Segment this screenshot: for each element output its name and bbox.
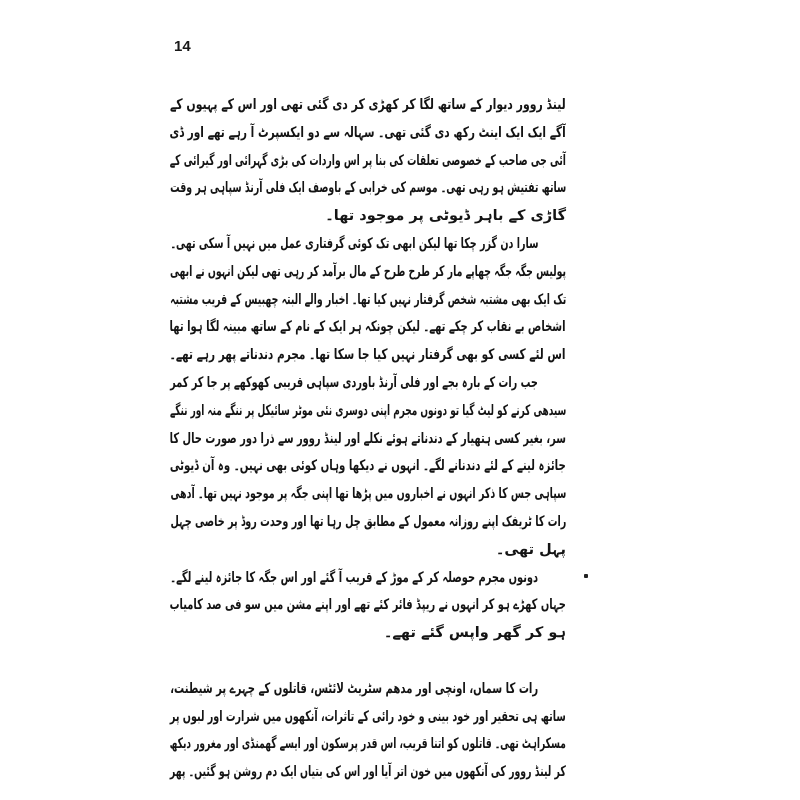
text-line: مسکراہٹ تھی۔ قاتلوں کو اتنا قریب، اس قدر پرسکون اور ایسے گھمنڈی اور مغرور دیکھ <box>169 736 566 753</box>
text-line: لینڈ روور دیوار کے ساتھ لگا کر کھڑی کر دی گئی تھی اور اس کے پہیوں کے <box>170 97 566 113</box>
text-line: پہل تھی۔ <box>495 541 566 558</box>
text-line: گاڑی کے باہر ڈیوٹی پر موجود تھا۔ <box>325 208 566 225</box>
page-number: 14 <box>174 38 191 55</box>
text-line: اشخاص بے نقاب کر چکے تھے۔ لیکن چونکہ ہر ایک کے نام کے ساتھ مبینہ لگا ہوا تھا <box>170 319 566 336</box>
text-line: آگے ایک ایک اینٹ رکھ دی گئی تھی۔ سہالہ سے دو ایکسپرٹ آ رہے تھے اور ڈی <box>169 124 566 141</box>
urdu-text-body <box>170 92 566 787</box>
text-line: ساتھ تفتیش ہو رہی تھی۔ موسم کی خرابی کے باوصف ایک فلی آرنڈ سپاہی ہر وقت <box>169 180 566 197</box>
text-line: دونوں مجرم حوصلہ کر کے موڑ کے قریب آ گئے اور اس جگہ کا جائزہ لینے لگے۔ <box>170 569 538 586</box>
text-line: جب رات کے بارہ بجے اور فلی آرنڈ باوردی سپاہی قریبی کھوکھے پر جا کر کمر <box>170 374 538 391</box>
text-line: آئی جی صاحب کے خصوصی تعلقات کی بنا پر اس واردات کی بڑی گہرائی اور گیرائی کے <box>169 152 566 169</box>
text-line: سپاہی جس کا ذکر انہوں نے اخباروں میں پڑھا تھا اپنی جگہ پر موجود نہیں تھا۔ آدھی <box>170 486 566 503</box>
text-line: رات کا ٹریفک اپنے روزانہ معمول کے مطابق چل رہا تھا اور وحدت روڈ پر خاصی چہل <box>170 513 566 530</box>
text-line: تک ایک بھی مشتبہ شخص گرفتار نہیں کیا تھا۔ اخبار والے البتہ چھبیس کے قریب مشتبہ <box>169 291 566 308</box>
text-line: اس لئے کسی کو بھی گرفتار نہیں کیا جا سکا تھا۔ مجرم دندناتے پھر رہے تھے۔ <box>170 347 566 364</box>
text-line: سر، بغیر کسی ہتھیار کے دندناتے ہوئے نکلے اور لینڈ روور سے ذرا دور صورت حال کا <box>169 430 566 447</box>
text-line: سیدھی کرنے کو لیٹ گیا تو دونوں مجرم اپنی دوسری نئی موٹر سائیکل پر ننگے منہ اور ننگے <box>169 402 566 419</box>
blank-line <box>170 648 566 676</box>
text-line: ساتھ ہی تحقیر اور خود بینی و خود رائی کے تاثرات، آنکھوں میں شرارت اور لبوں پر <box>170 708 566 725</box>
text-line: جائزہ لینے کے لئے دندنانے لگے۔ انہوں نے دیکھا وہاں کوئی بھی نہیں۔ وہ آن ڈیوٹی <box>170 458 566 475</box>
text-line: کر لینڈ روور کی آنکھوں میں خون اتر آیا اور اس کی بتیاں ایک دم روشن ہو گئیں۔ پھر <box>170 764 566 781</box>
text-line: سارا دن گزر چکا تھا لیکن ابھی تک کوئی گرفتاری عمل میں نہیں آ سکی تھی۔ <box>169 235 538 252</box>
text-line: پولیس جگہ جگہ چھاپے مار کر طرح طرح کے مال برآمد کر رہی تھی لیکن انہوں نے ابھی <box>169 263 566 280</box>
text-line: ہو کر گھر واپس گئے تھے۔ <box>383 625 566 642</box>
text-line: رات کا سماں، اونچی اور مدھم سٹریٹ لائٹس، قاتلوں کے چہرے پر شیطنت، <box>170 680 538 697</box>
text-line: جہاں کھڑے ہو کر انہوں نے ریپڈ فائر کئے تھے اور اپنے مشن میں سو فی صد کامیاب <box>169 597 566 614</box>
scan-speck <box>584 574 588 578</box>
